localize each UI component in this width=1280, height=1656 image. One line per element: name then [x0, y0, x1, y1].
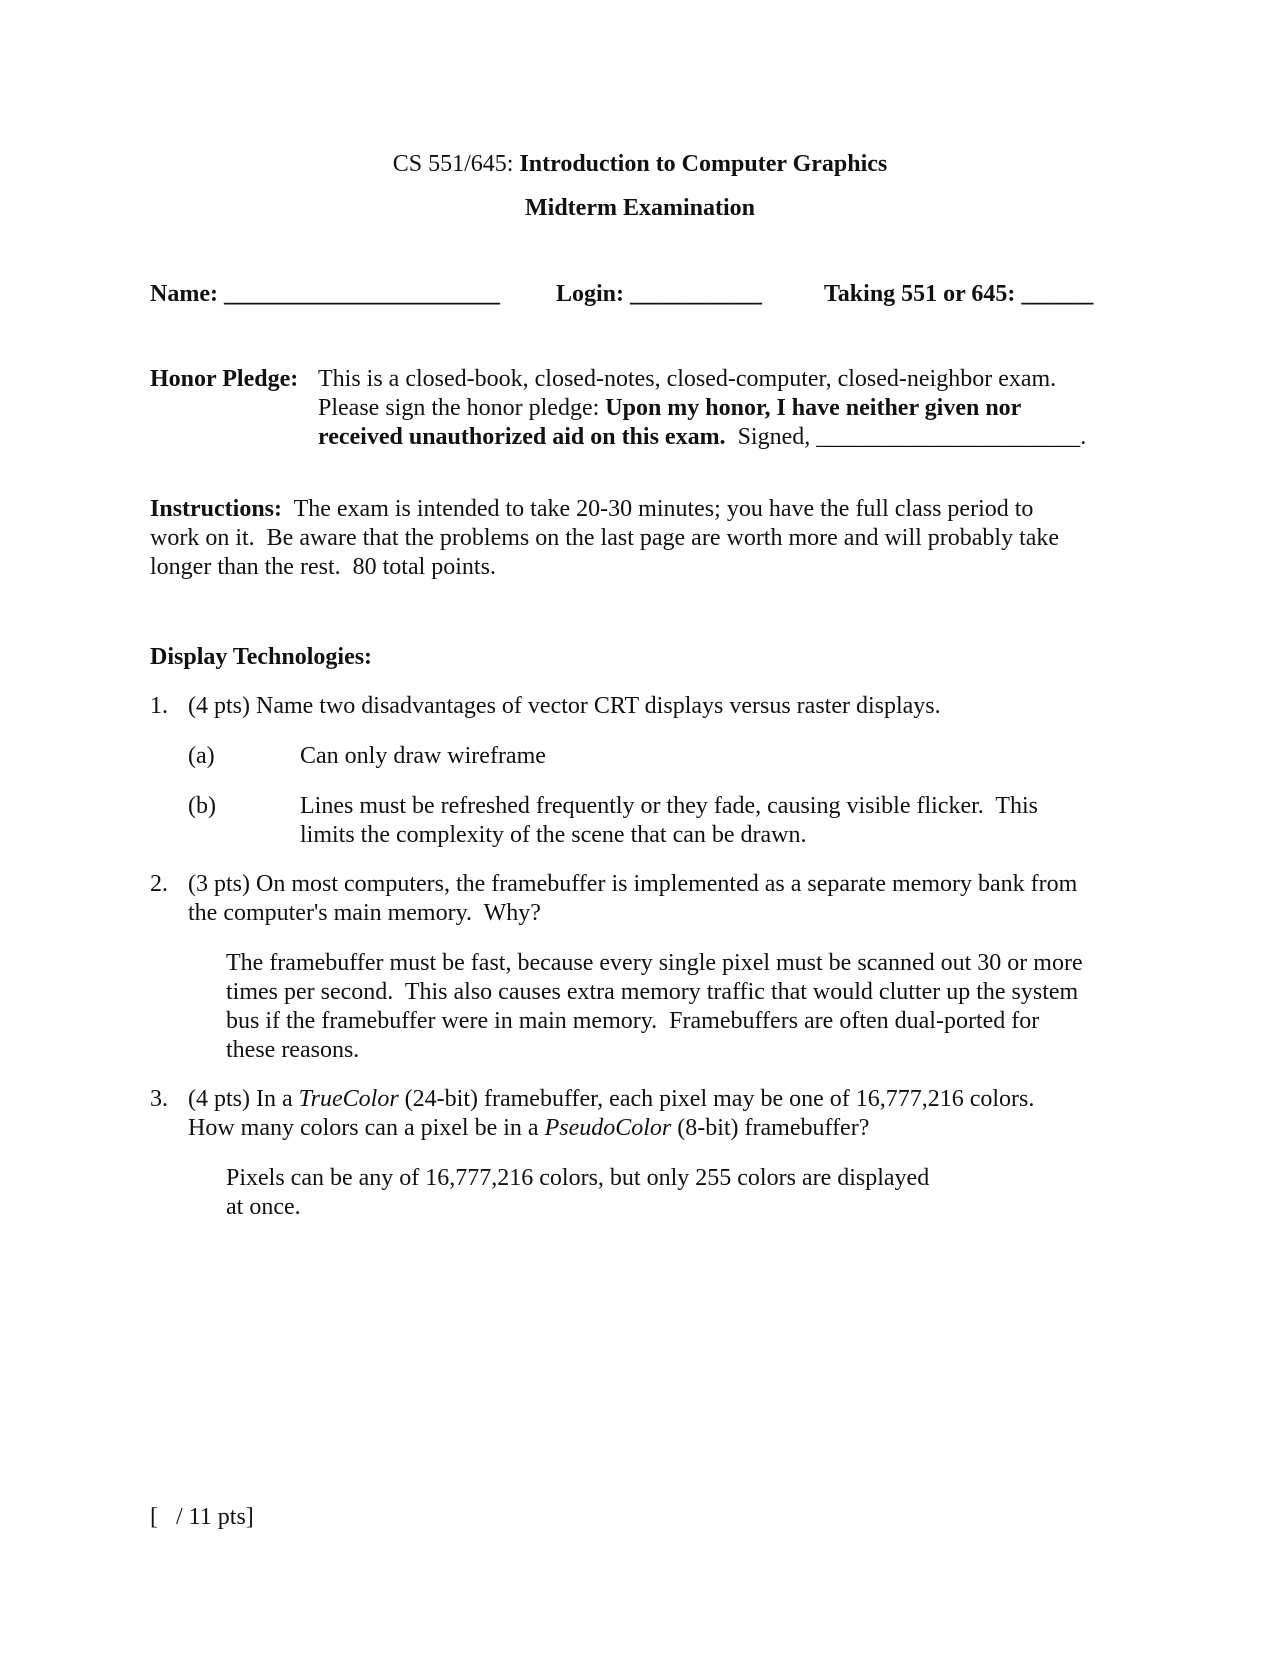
honor-pledge-text-end: received unauthorized aid on this exam. — [318, 424, 726, 450]
instructions-line-3: longer than the rest. 80 total points. — [150, 554, 496, 580]
q2-answer-line-3: bus if the framebuffer were in main memory. Framebuffers are often dual-ported for — [226, 1008, 1040, 1034]
q2-number: 2. — [150, 871, 168, 897]
course-heading — [0, 150, 1280, 179]
instructions-line-1 — [150, 495, 1033, 524]
pseudocolor-term: PseudoColor — [544, 1115, 672, 1141]
instructions-text-1: The exam is intended to take 20-30 minutes; you have the full class period to — [282, 496, 1034, 522]
q3-text-2a: How many colors can a pixel be in a — [188, 1115, 545, 1141]
section-title: Display Technologies: — [150, 644, 373, 670]
q2-answer-line-4: these reasons. — [226, 1037, 360, 1063]
q1-b-answer-line-1: Lines must be refreshed frequently or they fade, causing visible flicker. This — [300, 793, 1038, 819]
honor-line-3 — [318, 423, 1086, 452]
honor-pledge-text: Upon my honor, I have neither given nor — [605, 395, 1022, 421]
course-title: Introduction to Computer Graphics — [519, 151, 888, 177]
signature-line: Signed, ______________________. — [725, 424, 1087, 450]
q3-text-line-1 — [188, 1085, 1034, 1114]
q3-text-1a: (4 pts) In a — [188, 1086, 299, 1112]
taking-field-label: Taking 551 or 645: ______ — [824, 281, 1094, 307]
q3-text-1c: (24-bit) framebuffer, each pixel may be one of 16,777,216 colors. — [398, 1086, 1035, 1112]
q1-text: (4 pts) Name two disadvantages of vector CRT displays versus raster displays. — [188, 693, 941, 719]
q3-answer-line-2: at once. — [226, 1194, 301, 1220]
honor-pledge-label: Honor Pledge: — [150, 366, 299, 392]
honor-line-2-plain: Please sign the honor pledge: — [318, 395, 606, 421]
instructions-line-2: work on it. Be aware that the problems on the last page are worth more and will probably take — [150, 525, 1060, 551]
q2-text-line-1: (3 pts) On most computers, the framebuffer is implemented as a separate memory bank from — [188, 871, 1078, 897]
q1-b-label: (b) — [188, 793, 216, 819]
instructions-label: Instructions: — [150, 496, 283, 522]
q1-number: 1. — [150, 693, 168, 719]
q1-a-label: (a) — [188, 743, 215, 769]
name-field-label: Name: _______________________ — [150, 281, 500, 307]
q1-b-answer-line-2: limits the complexity of the scene that can be drawn. — [300, 822, 807, 848]
q3-text-2c: (8-bit) framebuffer? — [671, 1115, 870, 1141]
q1-a-answer: Can only draw wireframe — [300, 743, 546, 769]
page-score: [ / 11 pts] — [150, 1504, 254, 1530]
q2-answer-line-2: times per second. This also causes extra memory traffic that would clutter up the system — [226, 979, 1079, 1005]
exam-title: Midterm Examination — [525, 195, 755, 221]
q2-text-line-2: the computer's main memory. Why? — [188, 900, 541, 926]
honor-line-1: This is a closed-book, closed-notes, closed-computer, closed-neighbor exam. — [318, 366, 1057, 392]
course-code: CS 551/645: — [392, 151, 520, 177]
honor-line-2 — [318, 394, 1021, 423]
q3-number: 3. — [150, 1086, 168, 1112]
q3-text-line-2 — [188, 1114, 869, 1143]
login-field-label: Login: ___________ — [556, 281, 763, 307]
q2-answer-line-1: The framebuffer must be fast, because every single pixel must be scanned out 30 or more — [226, 950, 1083, 976]
q3-answer-line-1: Pixels can be any of 16,777,216 colors, but only 255 colors are displayed — [226, 1165, 930, 1191]
truecolor-term: TrueColor — [298, 1086, 399, 1112]
